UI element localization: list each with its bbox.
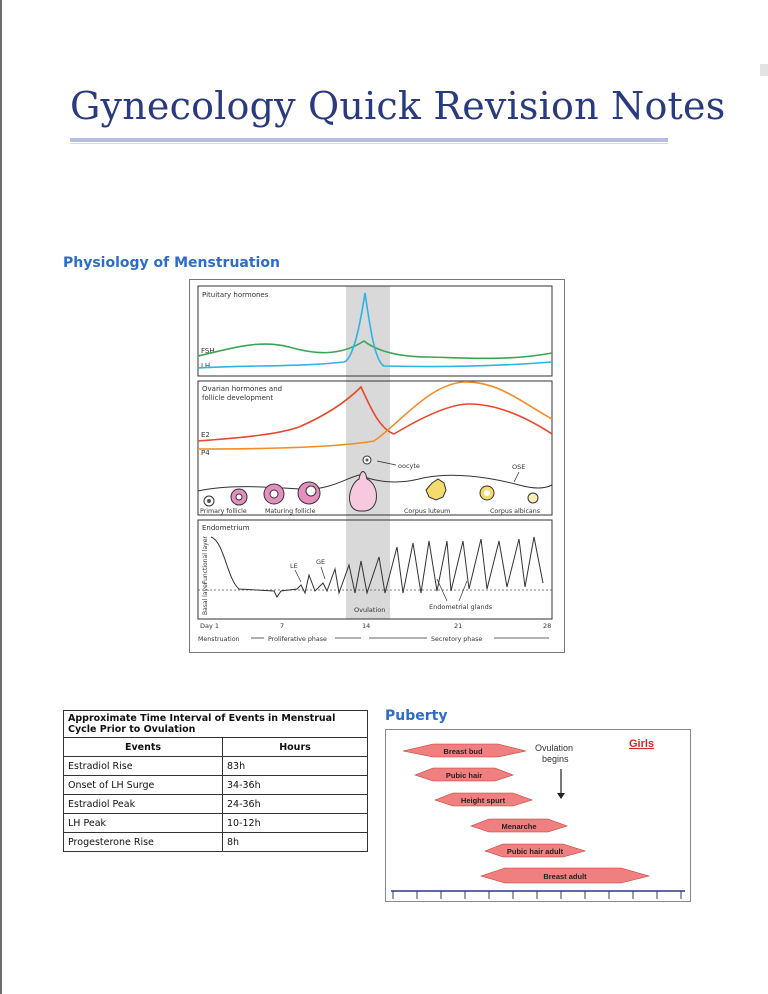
ovulation-label: Ovulation [354, 606, 386, 614]
day-14-label: 14 [362, 622, 371, 630]
ovulation-events-table [63, 710, 368, 852]
menstruation-phase-label: Menstruation [198, 636, 240, 643]
corpus-albicans-2 [528, 493, 538, 503]
puberty-figure [385, 729, 691, 902]
puberty-heading: Puberty [385, 708, 448, 724]
fsh-label: FSH [201, 347, 215, 355]
ovulation-label-line-2: begins [542, 754, 569, 764]
basal-layer-label: Basal layer [202, 581, 209, 615]
ovulation-label-line-1: Ovulation [535, 743, 574, 753]
table-caption [64, 711, 368, 738]
primary-follicle-oocyte [207, 499, 211, 503]
day-21-label: 21 [454, 622, 463, 630]
pubic-hair-label: Pubic hair [445, 771, 483, 780]
event-cell: LH Peak [64, 814, 223, 833]
functional-layer-label: Functional layer [202, 536, 209, 584]
page-title: Gynecology Quick Revision Notes [70, 84, 726, 128]
ose-label: OSE [512, 463, 526, 471]
maturing-follicle-label: Maturing follicle [265, 508, 316, 515]
title-underline [70, 138, 668, 142]
released-oocyte-nucleus [366, 459, 369, 462]
table-caption-line-1: Approximate Time Interval of Events in Menstrual [68, 713, 336, 724]
title-underline-thin [70, 143, 668, 144]
pituitary-panel-title: Pituitary hormones [202, 291, 269, 299]
corpus-albicans-label: Corpus albicans [490, 508, 541, 515]
hours-cell: 83h [223, 757, 368, 776]
page-left-border [0, 0, 2, 994]
maturing-follicle-2-core [270, 490, 278, 498]
events-column-header: Events [64, 738, 223, 757]
lh-label: LH [201, 362, 211, 370]
hours-cell: 34-36h [223, 776, 368, 795]
endometrial-glands-label: Endometrial glands [429, 603, 493, 611]
le-label: LE [290, 562, 298, 570]
endometrium-panel-title: Endometrium [202, 524, 250, 532]
ovarian-panel-title-2: follicle development [202, 394, 274, 402]
menstrual-cycle-figure [189, 279, 565, 653]
event-cell: Progesterone Rise [64, 833, 223, 852]
corpus-luteum-label: Corpus luteum [404, 508, 451, 515]
table-caption-row [64, 711, 368, 738]
event-cell: Estradiol Rise [64, 757, 223, 776]
pubic-hair-adult-label: Pubic hair adult [506, 847, 564, 856]
breast-bud-label: Breast bud [443, 747, 483, 756]
p4-label: P4 [201, 449, 210, 457]
table-header-row [64, 738, 368, 757]
event-cell: Onset of LH Surge [64, 776, 223, 795]
proliferative-phase-label: Proliferative phase [268, 636, 327, 643]
table-row [64, 814, 368, 833]
menstruation-heading: Physiology of Menstruation [63, 255, 280, 271]
table-row [64, 757, 368, 776]
maturing-follicle-3-core [306, 486, 316, 496]
primary-follicle-label: Primary follicle [200, 508, 247, 515]
table-caption-line-2: Cycle Prior to Ovulation [68, 724, 196, 735]
table-row [64, 833, 368, 852]
ovarian-panel-title-1: Ovarian hormones and [202, 385, 283, 393]
day-28-label: 28 [543, 622, 552, 630]
oocyte-label: oocyte [398, 462, 420, 470]
secretory-phase-label: Secretory phase [431, 636, 483, 643]
breast-adult-label: Breast adult [543, 872, 587, 881]
e2-label: E2 [201, 431, 210, 439]
day-1-label: Day 1 [200, 622, 220, 630]
hours-column-header: Hours [223, 738, 368, 757]
hours-cell: 24-36h [223, 795, 368, 814]
hours-cell: 10-12h [223, 814, 368, 833]
girls-label: Girls [629, 738, 655, 750]
ovulation-band [346, 286, 390, 619]
ge-label: GE [316, 558, 326, 566]
event-cell: Estradiol Peak [64, 795, 223, 814]
menarche-label: Menarche [501, 822, 537, 831]
corpus-albicans-1-core [484, 490, 490, 496]
hours-cell: 8h [223, 833, 368, 852]
table-row [64, 795, 368, 814]
table-row [64, 776, 368, 795]
height-spurt-label: Height spurt [460, 796, 506, 805]
day-7-label: 7 [280, 622, 285, 630]
page-corner-marker [760, 64, 768, 76]
maturing-follicle-1-core [236, 494, 242, 500]
